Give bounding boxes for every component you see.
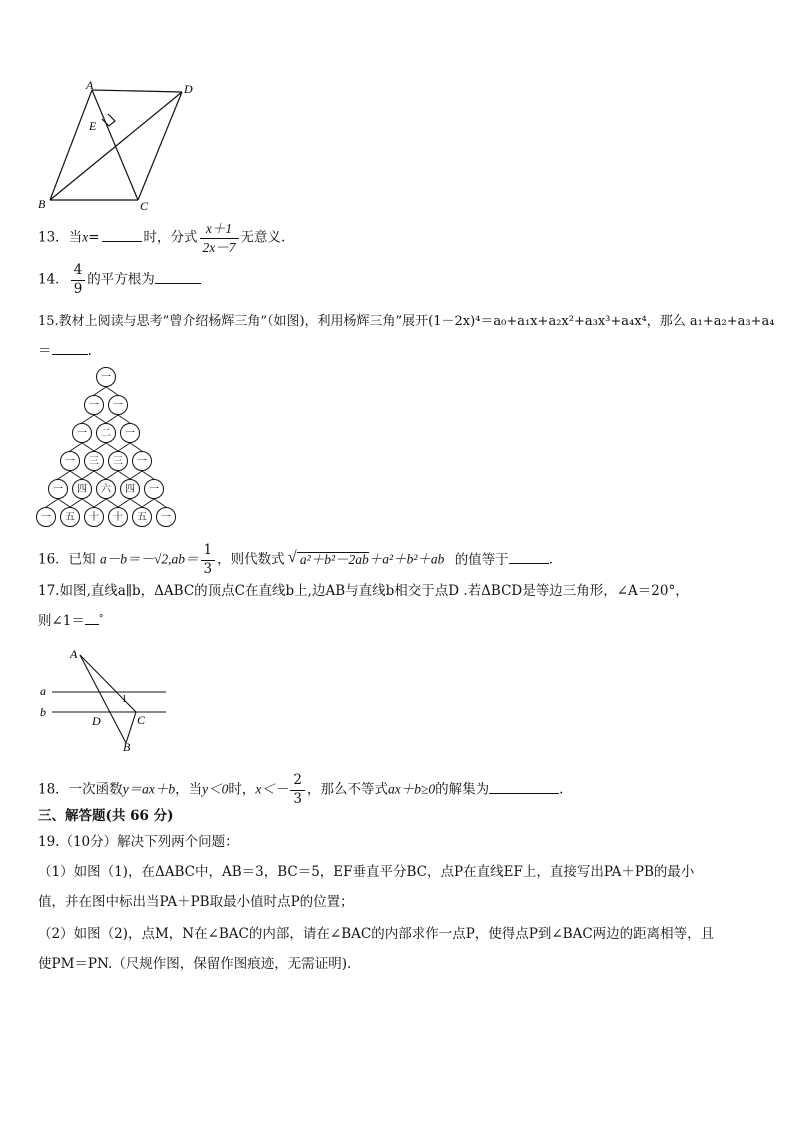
q16-num: 16．已知 [38, 551, 96, 568]
q16-radical [287, 548, 369, 567]
yanghui-cell: 十 [108, 507, 128, 527]
yanghui-connector [82, 443, 94, 451]
q14-frac-den: 9 [73, 280, 83, 297]
q13-num: 13．当 [38, 229, 83, 246]
yanghui-connector [82, 415, 94, 423]
yanghui-connector [46, 499, 58, 507]
q17-line1: 17.如图,直线a∥b，ΔABC的顶点C在直线b上,边AB与直线b相交于点D .若ΔBCD是等边三角形，∠A＝20°， [38, 583, 689, 599]
q18-text4: ，那么不等式 [307, 781, 389, 798]
question-15-line1 [38, 315, 774, 328]
q18-dot: . [559, 781, 564, 798]
question-14 [38, 264, 201, 296]
yanghui-cell: 五 [132, 507, 152, 527]
q13-mid: 时，分式 [143, 229, 198, 246]
yanghui-connector [82, 499, 94, 507]
q18-fx: y＝ax＋b [122, 781, 176, 797]
yanghui-connector [106, 499, 118, 507]
q16-expr-tail: ＋a²＋b²＋ab [368, 551, 445, 567]
q19-p1-line1: （1）如图（1)，在ΔABC中，AB＝3，BC＝5，EF垂直平分BC，点P在直线EF上，直接写出PA＋PB的最小 [38, 864, 695, 880]
yanghui-cell: 十 [84, 507, 104, 527]
q15-blank [52, 354, 88, 355]
yanghui-lines [30, 365, 190, 530]
q13-eq: = [88, 229, 100, 246]
q13-tail: 无意义. [240, 229, 286, 246]
label-D: D [92, 714, 101, 728]
yanghui-cell: 四 [120, 479, 140, 499]
question-19-title [38, 836, 239, 850]
q15-line1: 15.教材上阅读与思考”曾介绍杨辉三角”（如图)，利用杨辉三角”展开(1－2x)⁴＝a₀+a₁x+a₂x²+a₃x³+a₄x⁴，那么 a₁+a₂+a₃+a₄ [38, 314, 775, 329]
yanghui-connector [58, 471, 70, 479]
label-E: E [89, 119, 97, 133]
yanghui-cell: 一 [36, 507, 56, 527]
edge-CB [126, 712, 136, 743]
yanghui-cell: 一 [108, 395, 128, 415]
q14-fraction [71, 264, 86, 296]
q16-cond2: ab＝ [171, 551, 199, 567]
yanghui-cell: 三 [84, 451, 104, 471]
yanghui-cell: 一 [96, 367, 116, 387]
q14-tail: 的平方根为 [87, 271, 155, 288]
q13-var: x [82, 229, 89, 245]
q18-xcond: x＜－ [255, 781, 289, 797]
yanghui-connector [118, 471, 130, 479]
yanghui-connector [106, 387, 118, 395]
yanghui-connector [58, 499, 70, 507]
q19-p2-line2: 使PM＝PN.（尺规作图，保留作图痕迹，无需证明). [38, 956, 352, 972]
label-B: B [38, 197, 46, 211]
question-15-line2 [38, 345, 92, 359]
question-16 [38, 544, 553, 576]
label-C: C [137, 713, 146, 727]
q16-mid: ，则代数式 [217, 551, 285, 568]
q16-expr-rad: a²＋b²－2ab [299, 551, 369, 567]
question-19-p1-line1 [38, 866, 694, 880]
yanghui-connector [130, 499, 142, 507]
yanghui-connector [94, 499, 106, 507]
label-C: C [140, 199, 149, 213]
yanghui-cell: 三 [108, 451, 128, 471]
q13-fraction [200, 222, 239, 254]
q19-p1-line2: 值，并在图中标出当PA＋PB取最小值时点P的位置； [38, 894, 354, 910]
yanghui-connector [70, 471, 82, 479]
yanghui-cell: 一 [72, 423, 92, 443]
yanghui-connector [94, 471, 106, 479]
yanghui-cell: 四 [72, 479, 92, 499]
label-b: b [40, 705, 46, 719]
yanghui-connector [118, 499, 130, 507]
radical-sign: √ [287, 548, 297, 566]
yanghui-cell: 一 [48, 479, 68, 499]
yanghui-connector [130, 471, 142, 479]
q18-ineq: ax＋b≥0 [388, 781, 436, 797]
diagonal-AC [92, 90, 138, 200]
q16-cond1: a－b＝－√2, [99, 551, 172, 567]
q18-cond: y＜0 [202, 781, 229, 797]
yanghui-connector [106, 443, 118, 451]
q17-line2-a: 则∠1＝ [38, 613, 85, 629]
label-B: B [123, 740, 131, 754]
yanghui-cell: 一 [60, 451, 80, 471]
yanghui-connector [106, 415, 118, 423]
parallelogram-figure [30, 78, 210, 218]
edge-AC [80, 655, 136, 712]
q16-dot: . [548, 551, 553, 568]
label-a: a [40, 684, 46, 698]
yanghui-cell: 一 [84, 395, 104, 415]
yanghui-triangle [30, 365, 190, 530]
edge-DC [138, 92, 182, 200]
yanghui-connector [118, 415, 130, 423]
yanghui-connector [106, 471, 118, 479]
q18-blank [489, 793, 559, 794]
q13-blank [102, 241, 142, 242]
section-3-heading [38, 810, 173, 824]
q14-frac-num: 4 [71, 264, 86, 281]
yanghui-cell: 二 [96, 423, 116, 443]
yanghui-connector [82, 471, 94, 479]
q18-text1: 18．一次函数 [38, 781, 123, 798]
yanghui-connector [118, 443, 130, 451]
yanghui-connector [142, 471, 154, 479]
diagonal-BD [50, 92, 182, 200]
q18-frac-num: 2 [290, 774, 305, 791]
yanghui-cell: 一 [132, 451, 152, 471]
question-17-line1 [38, 585, 689, 599]
edge-AD [92, 90, 182, 92]
q13-frac-num: x＋1 [200, 222, 239, 239]
yanghui-cell: 一 [144, 479, 164, 499]
yanghui-cell: 六 [96, 479, 116, 499]
q17-line2-b: ° [98, 614, 104, 624]
yanghui-connector [70, 499, 82, 507]
q18-text5: 的解集为 [435, 781, 490, 798]
question-19-p2-line2 [38, 958, 351, 972]
yanghui-connector [94, 443, 106, 451]
question-17-line2 [38, 615, 103, 629]
edge-AB [80, 655, 126, 743]
parallel-lines-figure [36, 645, 176, 755]
q15-eq: ＝ [38, 343, 52, 359]
label-D: D [184, 82, 193, 96]
question-13 [38, 222, 285, 254]
q13-frac-den: 2x－7 [202, 239, 236, 255]
section-3-title: 三、解答题(共 66 分) [38, 808, 174, 824]
yanghui-cell: 一 [120, 423, 140, 443]
q16-frac-num: 1 [201, 544, 216, 561]
question-19-p2-line1 [38, 928, 714, 942]
q19-title: 19.（10分）解决下列两个问题： [38, 834, 239, 850]
question-18 [38, 774, 563, 806]
q14-blank [155, 283, 201, 284]
yanghui-connector [94, 415, 106, 423]
yanghui-cell: 一 [156, 507, 176, 527]
q18-frac-den: 3 [293, 790, 303, 807]
question-19-p1-line2 [38, 896, 354, 910]
q18-text3: 时， [228, 781, 256, 798]
q19-p2-line1: （2）如图（2)，点M，N在∠BAC的内部，请在∠BAC的内部求作一点P，使得点P到∠BAC两边的距离相等，且 [38, 926, 715, 942]
yanghui-connector [94, 387, 106, 395]
yanghui-connector [70, 443, 82, 451]
label-A: A [70, 647, 78, 661]
q18-text2: ，当 [175, 781, 203, 798]
yanghui-connector [130, 443, 142, 451]
q16-fraction [201, 544, 216, 576]
q14-num: 14． [38, 271, 69, 288]
yanghui-cell: 五 [60, 507, 80, 527]
q16-frac-den: 3 [203, 560, 213, 577]
q15-dot: . [87, 343, 92, 359]
q17-blank [85, 624, 99, 625]
yanghui-connector [142, 499, 154, 507]
yanghui-connector [154, 499, 166, 507]
q16-blank [509, 563, 549, 564]
label-A: A [86, 78, 94, 92]
q16-tail: 的值等于 [454, 551, 509, 568]
label-angle-1: 1 [122, 694, 127, 705]
q18-fraction [290, 774, 305, 806]
